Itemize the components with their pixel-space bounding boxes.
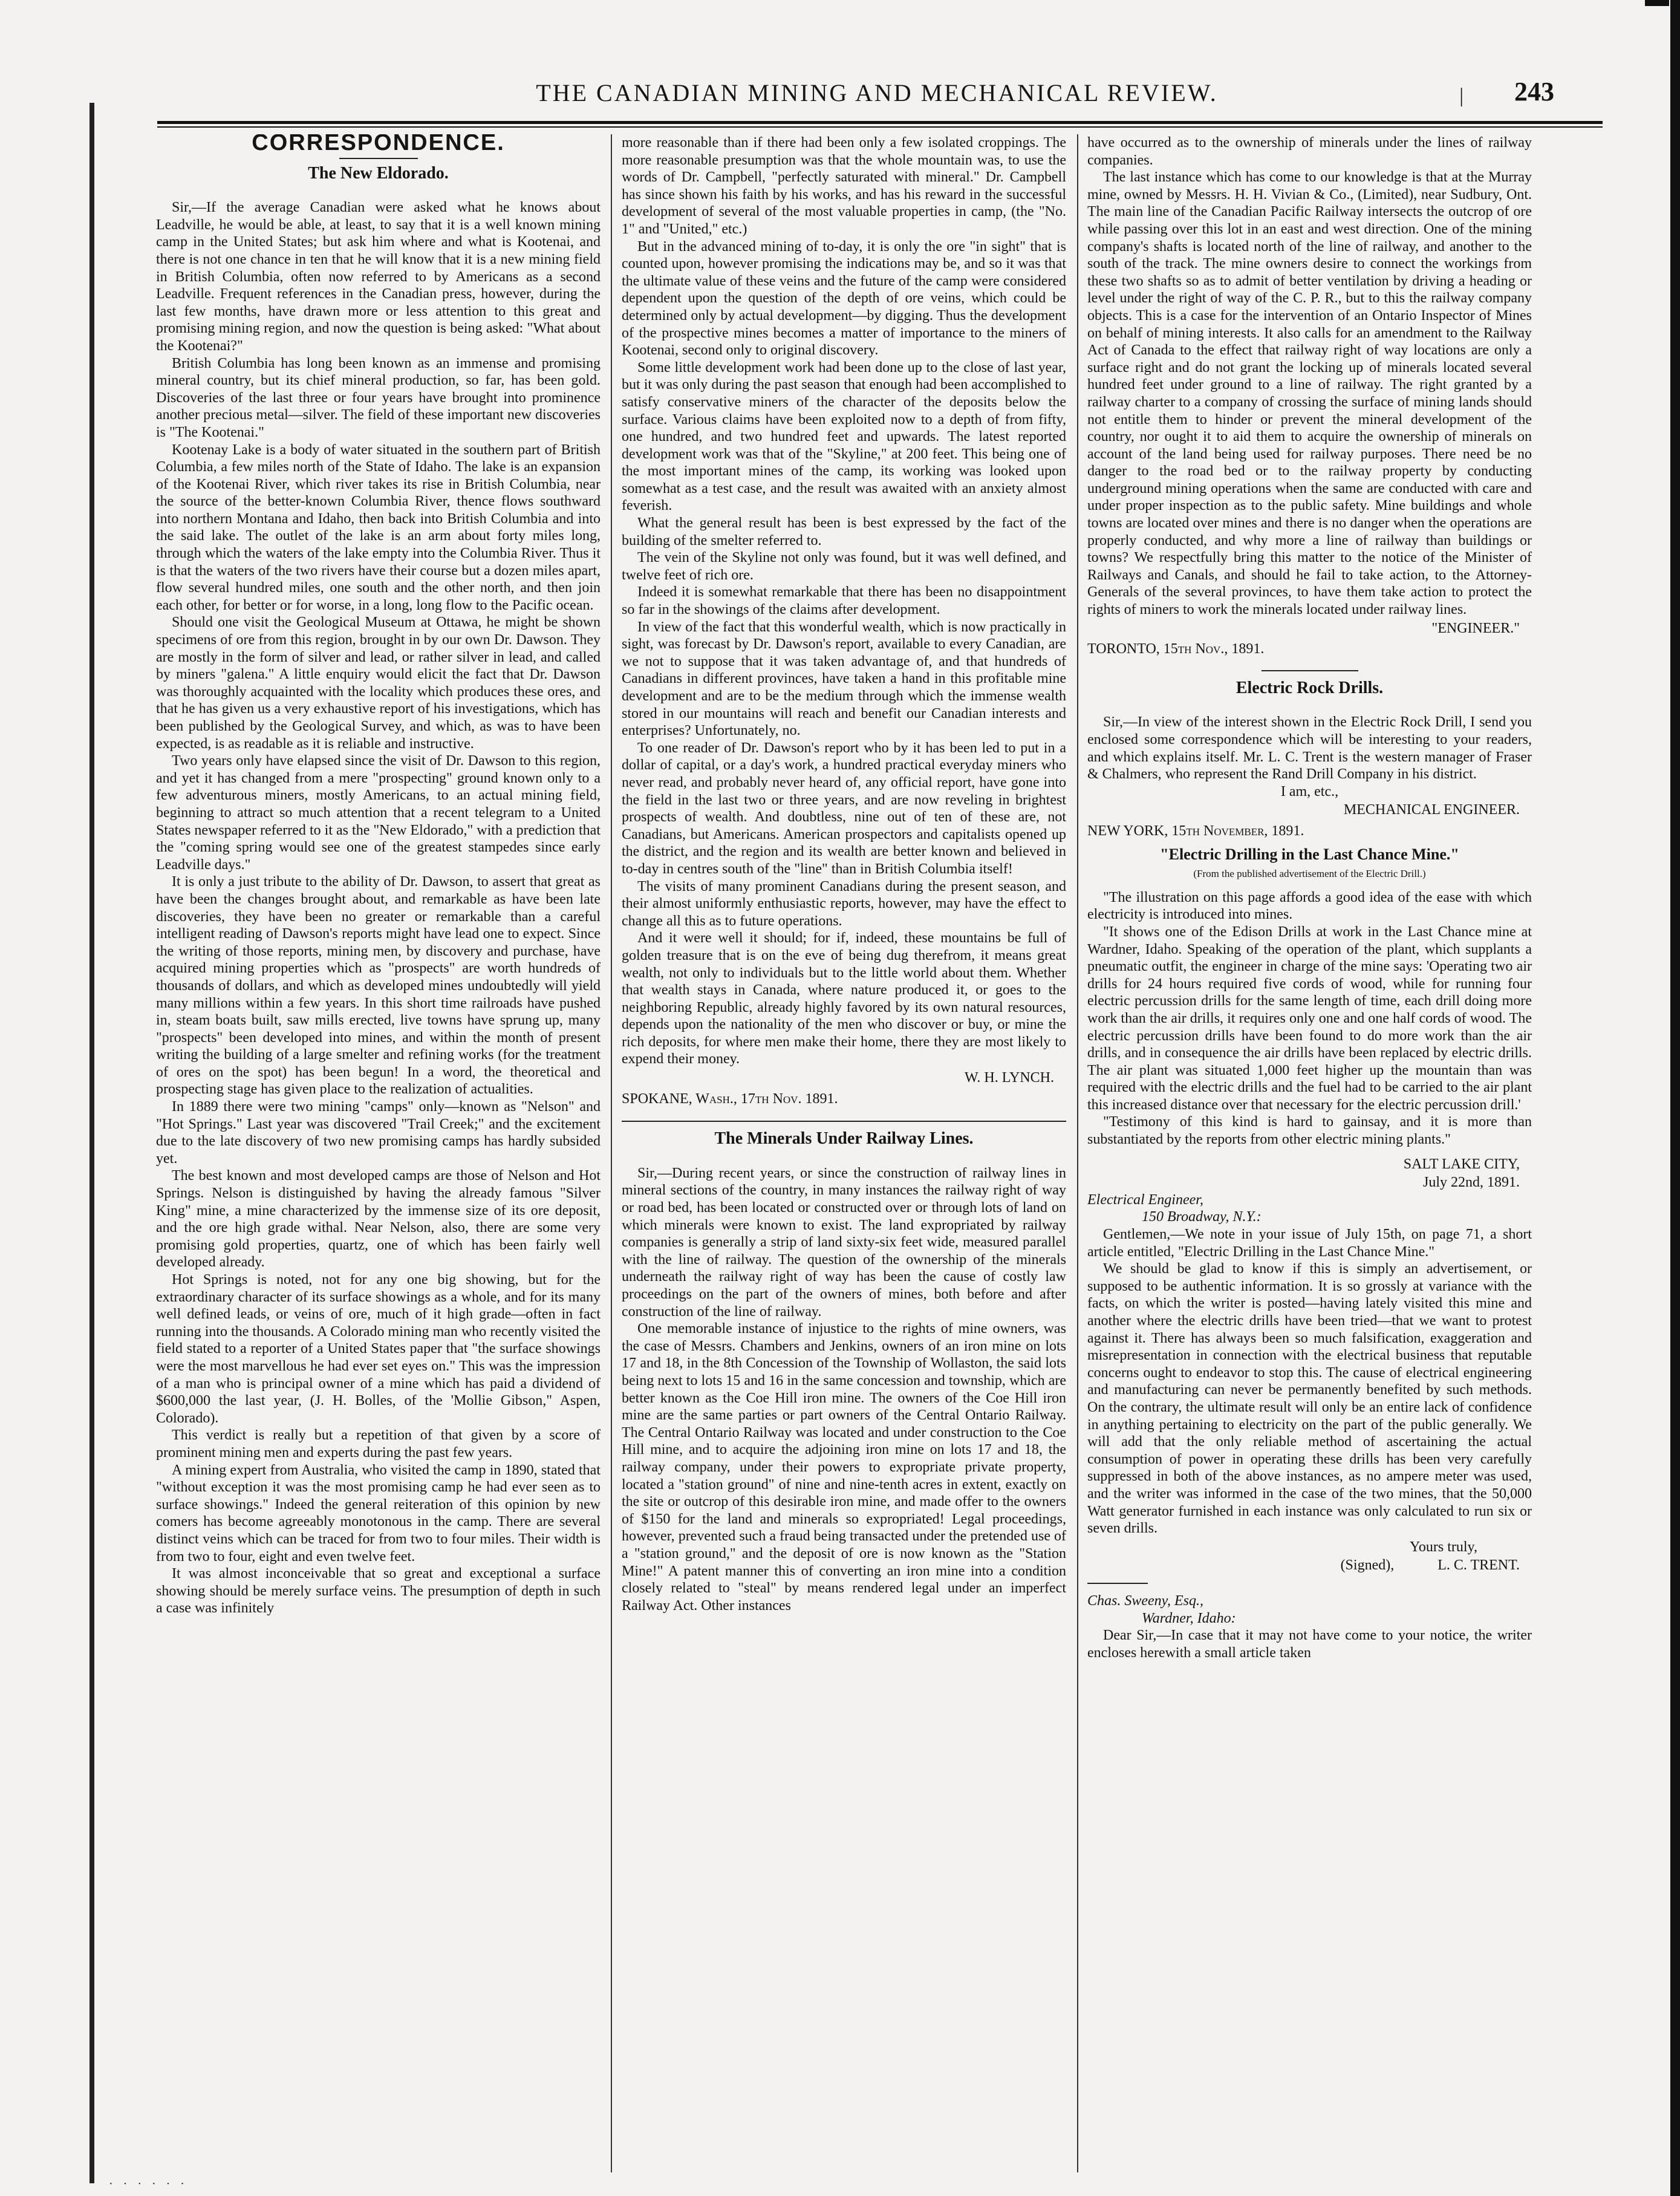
scan-edge-top xyxy=(1645,0,1669,6)
signature-trent: L. C. TRENT. xyxy=(1437,1557,1520,1574)
paragraph: To one reader of Dr. Dawson's report who by it has been led to put in a dollar of capital, or a day's work, a hundred practical everyday miners who never read, and probably never heard of, any official report, have gone into the field in the last two or three years, and are now reveling in brightest prospects of wealth. And doubtless, nine out of ten of these are, not Canadians, but Americans. American prospectors and capitalists opened up the district, and the region and its wealth are better known and believed in to-day in centres south of the "line" than in British Columbia itself! xyxy=(622,740,1066,877)
page-number: 243 xyxy=(1514,77,1554,106)
paragraph: Two years only have elapsed since the visit of Dr. Dawson to this region, and yet it has changed from a mere "prospecting" ground known only to a few adventurous miners, mostly Americans, to an actual mining field, beginning to attract so much attention that a recent telegram to a United States newspaper referred to it as the "New Eldorado," with a prediction that the "coming spring would see one of the greatest stampedes since early Leadville days." xyxy=(156,753,601,873)
paragraph: It is only a just tribute to the ability of Dr. Dawson, to assert that great as have been the changes brought about, and remarkable as have been late discoveries, they have been no greater or remarkable than a careful intelligent reading of Dawson's reports might have lead one to expect. Since the writing of those reports, mining men, by discovery and purchase, have acquired mining properties which as "prospects" are worth hundreds of thousands of dollars, and which as developed mines undoubtedly will yield many millions within a few years. In this short time railroads have pushed in, steam boats built, saw mills erected, live towns have sprung up, many "prospects" been developed into mines, and within the month of present writing the building of a large smelter and refining works (for the treatment of ores on the spot) has been begun! In a word, the theoretical and prospecting stage has given place to the realization of actualities. xyxy=(156,874,601,1098)
column-1 xyxy=(156,134,601,2172)
address-line: Wardner, Idaho: xyxy=(1142,1610,1236,1626)
paragraph: British Columbia has long been known as an immense and promising mineral country, but its chief mineral production, so far, has been gold. Discoveries of the last three or four years have brought into prominence another precious metal—silver. The field of these important new discoveries is "The Kootenai." xyxy=(156,355,601,440)
paragraph: Kootenay Lake is a body of water situated in the southern part of British Columbia, a few miles north of the State of Idaho. The lake is an expansion of the Kootenai River, which river takes its rise in British Columbia, near the source of the better-known Columbia River, thence flows southward into northern Montana and Idaho, then back into British Columbia and into the said lake. The outlet of the lake is an arm about forty miles long, through which the waters of the lake empty into the Columbia River. Thus it is that the waters of the two rivers have their course but a dozen miles apart, flow several hundred miles, one south and the other north, and then join each other, for better or for worse, in a long, long flow to the Pacific ocean. xyxy=(156,441,601,613)
scan-edge-right xyxy=(1670,0,1680,2196)
signature-engineer: "ENGINEER." xyxy=(1431,620,1520,636)
journal-title: THE CANADIAN MINING AND MECHANICAL REVIEW. xyxy=(536,79,1218,106)
paragraph: The best known and most developed camps are those of Nelson and Hot Springs. Nelson is distinguished by having the already famous "Silver King" mine, a mine characterized by the immense size of its ore deposit, and the ore high grade withal. Near Nelson, also, there are some very promising gold properties, quartz, one of which has been fairly well developed already. xyxy=(156,1168,601,1271)
address-line: 150 Broadway, N.Y.: xyxy=(1142,1209,1262,1225)
paragraph: We should be glad to know if this is simply an advertisement, or supposed to be authentic information. It is so grossly at variance with the facts, on which the writer is posted—having lately visited this mine and another where the electric drills have been tried—that we want to protest against it. There has always been so much falsification, exaggeration and misrepresentation in connection with the electrical business that reputable concerns ought to endeavor to stop this. The cause of electrical engineering and manufacturing can never be permanently benefited by such methods. On the contrary, the ultimate result will only be an entire lack of confidence in anything pertaining to electricity on the part of the public generally. We will add that the only reliable method of ascertaining the actual consumption of power in operating these drills has been very carefully suppressed in both of the above instances, as no ampere meter was used, and the writer was informed in the case of the two mines, that the 50,000 Watt generator furnished in each instance was only calculated to run six or seven drills. xyxy=(1087,1261,1532,1537)
dateline-salt-lake-date: July 22nd, 1891. xyxy=(1422,1175,1520,1191)
column-rule-2 xyxy=(1077,134,1078,2172)
scan-edge-bottom: · · · · · · xyxy=(109,2177,188,2191)
column-rule-1 xyxy=(611,134,612,2172)
paragraph: Sir,—During recent years, or since the construction of railway lines in mineral sections of the country, in many instances the railway right of way or road bed, has been located or constructed over or through lots of land on which minerals were known to exist. The land expropriated by railway companies is generally a strip of land sixty-six feet wide, measured parallel with the line of railway. The question of the ownership of the minerals underneath the railway right of way has been the cause of costly law proceedings on the part of the owners of mines, both before and after construction of the line of railway. xyxy=(622,1165,1066,1320)
paragraph: One memorable instance of injustice to the rights of mine owners, was the case of Messrs. Chambers and Jenkins, owners of an iron mine on lots 17 and 18, in the 8th Concession of the Township of Wollaston, the said lots being next to lots 15 and 16 in the same concession and township, which are better known as the Coe Hill iron mine. The owners of the Coe Hill iron mine are the same parties or part owners of the Central Ontario Railway. The Central Ontario Railway was located and under construction to the Coe Hill mine, and to acquire the adjoining iron mine on lots 17 and 18, the railway company, under their powers to expropriate private property, located a "station ground" of nine and nine-tenth acres in extent, exactly on the site or outcrop of this desirable iron mine, and made offer to the owners of $150 for the land and minerals so expropriated! Legal proceedings, however, prevented such a fraud being transacted under the pretended use of a "station ground," and the deposit of ore is now known as the "Station Mine!" A patent manner this of converting an iron mine into a condition closely related to "steal" by means rendered legal under an imperfect Railway Act. Other instances xyxy=(622,1321,1066,1614)
dateline-spokane: SPOKANE, Wash., 17th Nov. 1891. xyxy=(622,1090,838,1107)
paragraph: Sir,—In view of the interest shown in the Electric Rock Drill, I send you enclosed some correspondence which will be interesting to your readers, and which explains itself. Mr. L. C. Trent is the western manager of Fraser & Chalmers, who represent the Rand Drill Company in his district. xyxy=(1087,714,1532,783)
paragraph: Sir,—If the average Canadian were asked what he knows about Leadville, he would be able, at least, to say that it is a well known mining camp in the United States; but ask him where and what is Kootenai, and there is not one chance in ten that he will know that it is a new mining field in British Columbia, often now referred to by Americans as a second Leadville. Frequent references in the Canadian press, however, during the last few months, have drawn more or less attention to this great and promising mining region, and now the question is being asked: "What about the Kootenai?" xyxy=(156,200,601,354)
header-tick: | xyxy=(1459,85,1463,107)
subtitle-last-chance: "Electric Drilling in the Last Chance Mine." xyxy=(1160,845,1459,863)
paragraph: Dear Sir,—In case that it may not have come to your notice, the writer encloses herewith a small article taken xyxy=(1087,1627,1532,1661)
address-line: Chas. Sweeny, Esq., xyxy=(1087,1592,1203,1609)
closing-line: I am, etc., xyxy=(1280,783,1339,800)
paragraph: In 1889 there were two mining "camps" only—known as "Nelson" and "Hot Springs." Last year was discovered "Trail Creek;" and the excitement due to the late discovery of two new promising camps has hardly subsided yet. xyxy=(156,1099,601,1167)
article-separator xyxy=(622,1121,1066,1122)
paragraph: Hot Springs is noted, not for any one big showing, but for the extraordinary character of its surface showings as a whole, and for its many well defined leads, or veins of ore, much of it high grade—often in fact running into the thousands. A Colorado mining man who recently visited the field stated to a reporter of a United States paper that "the surface showings were the most marvellous he had ever set eyes on." This was the impression of a man who is principal owner of a mine which has paid a dividend of $600,000 the last year, (J. H. Bolles, of the 'Mollie Gibson," Aspen, Colorado). xyxy=(156,1272,601,1426)
page-header xyxy=(109,79,1645,115)
column-2 xyxy=(622,134,1066,2172)
column-3 xyxy=(1087,134,1532,2172)
paragraph: But in the advanced mining of to-day, it is only the ore "in sight" that is counted upon, however promising the indications may be, and so it was that the ultimate value of these veins and the future of the camp were considered dependent upon the question of the depth of ore veins, which could be determined only by actual development—by digging. Thus the development of the prospective mines becomes a matter of importance to the miners of Kootenai, second only to original discovery. xyxy=(622,238,1066,359)
paragraph: The visits of many prominent Canadians during the present season, and their almost uniformly enthusiastic reports, however, may have the effect to change all this as to future operations. xyxy=(622,878,1066,929)
dateline-new-york: NEW YORK, 15th November, 1891. xyxy=(1087,823,1304,839)
section-rule xyxy=(339,158,418,159)
paragraph: "The illustration on this page affords a good idea of the ease with which electricity is introduced into mines. xyxy=(1087,889,1532,923)
paragraph: Gentlemen,—We note in your issue of July 15th, on page 71, a short article entitled, "Electric Drilling in the Last Chance Mine." xyxy=(1087,1227,1532,1260)
paragraph: more reasonable than if there had been only a few isolated croppings. The more reasonable presumption was that the whole mountain was, to use the words of Dr. Campbell, "perfectly saturated with mineral." Dr. Campbell has since shown his faith by his works, and has his reward in the successful development of several of the most valuable properties in camp, (the "No. 1" and "United," etc.) xyxy=(622,135,1066,237)
article-separator xyxy=(1262,670,1358,671)
article-title-electric-drills: Electric Rock Drills. xyxy=(1236,678,1384,697)
closing-line: Yours truly, xyxy=(1409,1539,1477,1555)
paragraph: The last instance which has come to our knowledge is that at the Murray mine, owned by Messrs. H. H. Vivian & Co., (Limited), near Sudbury, Ont. The main line of the Canadian Pacific Railway intersects the outcrop of ore while passing over this lot in an east and west direction. One of the mining company's shafts is located north of the line of railway, and another to the south of the track. The mine owners desire to connect the workings from these two shafts so as to admit of better ventilation by driving a heading or level under the right of way of the C. P. R., but to this the railway company objects. This is a case for the intervention of an Ontario Inspector of Mines on behalf of mining interests. It also calls for an amendment to the Railway Act of Canada to the effect that railway right of way locations are only a surface right and do not grant the locking up of minerals located several hundred feet under ground to a line of railway. The right granted by a railway charter to a company of crossing the surface of mining lands should not entitle them to hinder or prevent the mineral development of the country, nor ought it to aid them to acquire the ownership of minerals on account of the land being used for railway purposes. There need be no danger to the road bed or to the railway property by conducting underground mining operations when the same are conducted with care and under proper inspection as to the public safety. Mine buildings and whole towns are located over mines and there is no danger when the operations are properly conducted, and why more a line of railway than buildings or towns? We respectfully bring this matter to the notice of the Minister of Railways and Canals, and should he fail to take action, to the Attorney-Generals of the several provinces, to have them take action to protect the rights of miners to work the minerals located under railway lines. xyxy=(1087,169,1532,618)
dateline-salt-lake: SALT LAKE CITY, xyxy=(1403,1156,1520,1172)
paragraph: Indeed it is somewhat remarkable that there has been no disappointment so far in the showings of the claims after development. xyxy=(622,584,1066,618)
paragraph: And it were well it should; for if, indeed, these mountains be full of golden treasure that is on the eve of being dug therefrom, it means great wealth, not only to individuals but to the little world about them. Whether that wealth stays in Canada, where nature produced it, or goes to the neighboring Republic, already highly favored by its own natural resources, depends upon the nationality of the men who discover or buy, or mine the rich deposits, for where men make their home, there they are most likely to expend their money. xyxy=(622,930,1066,1067)
article-separator xyxy=(1087,1583,1148,1584)
paragraph: have occurred as to the ownership of minerals under the lines of railway companies. xyxy=(1087,135,1532,168)
paragraph: Some little development work had been done up to the close of last year, but it was only during the past season that enough had been accomplished to satisfy conservative miners of the character of the deposits below the surface. Various claims have been exploited now to a depth of from fifty, one hundred, and two hundred feet and upwards. The latest reported development work was that of the "Skyline," at 200 feet. This being one of the most important mines of the camp, its working was looked upon somewhat as a test case, and the result was awaited with an anxiety almost feverish. xyxy=(622,359,1066,514)
section-title: CORRESPONDENCE. xyxy=(252,134,505,155)
paragraph: "It shows one of the Edison Drills at work in the Last Chance mine at Wardner, Idaho. Speaking of the operation of the plant, which supplants a pneumatic outfit, the engineer in charge of the mine says: 'Operating two air drills for 24 hours required five cords of wood, while for running four electric percussion drills for the same length of time, each drill doing more work than the air drills, it requires only one and one half cords of wood. The electric percussion drills have been found to do more work than the air drills, and in consequence the air drills have been replaced by electric drills. The air plant was situated 1,000 feet higher up the mountain than was required with the electric drills and the fuel had to be carried to the air plant this increased distance over that necessary for the electric percussion drill.' xyxy=(1087,924,1532,1113)
paragraph: What the general result has been is best expressed by the fact of the building of the smelter referred to. xyxy=(622,515,1066,549)
paragraph: Should one visit the Geological Museum at Ottawa, he might be shown specimens of ore from this region, brought in by our own Dr. Dawson. They are mostly in the form of silver and lead, or rather silver in lead, and called by miners "galena." A little enquiry would elicit the fact that Dr. Dawson was thoroughly acquainted with the locality which produces these ores, and that he has given us a very exhaustive report of his investigations, which has been published by the Geological Survey, and which, as was to have been expected, is as readable as it is reliable and instructive. xyxy=(156,614,601,752)
paragraph: This verdict is really but a repetition of that given by a score of prominent mining men and experts during the past few years. xyxy=(156,1427,601,1461)
signed-label: (Signed), xyxy=(1340,1557,1395,1574)
dateline-toronto: TORONTO, 15th Nov., 1891. xyxy=(1087,641,1265,657)
article-title-new-eldorado: The New Eldorado. xyxy=(308,163,449,183)
paragraph: It was almost inconceivable that so great and exceptional a surface showing should be merely surface veins. The presumption of depth in such a case was infinitely xyxy=(156,1566,601,1617)
scan-edge-left xyxy=(90,103,94,2183)
article-title-minerals-railway: The Minerals Under Railway Lines. xyxy=(714,1129,974,1149)
signed-block xyxy=(1087,1557,1532,1574)
paragraph: A mining expert from Australia, who visited the camp in 1890, stated that "without exception it was the most promising camp he had ever seen as to surface showings." Indeed the general reiteration of this opinion by new comers has become agreeably monotonous in the camp. There are several distinct veins which can be traced for from two to four miles. Their width is from two to four, eight and even twelve feet. xyxy=(156,1462,601,1565)
signature-mechanical-engineer: MECHANICAL ENGINEER. xyxy=(1343,802,1520,818)
paragraph: "Testimony of this kind is hard to gainsay, and it is more than substantiated by the reports from other electric mining plants." xyxy=(1087,1114,1532,1148)
signature-lynch: W. H. LYNCH. xyxy=(964,1070,1054,1086)
source-note: (From the published advertisement of the Electric Drill.) xyxy=(1193,868,1426,880)
header-rule xyxy=(157,121,1603,124)
paragraph: The vein of the Skyline not only was found, but it was well defined, and twelve feet of rich ore. xyxy=(622,550,1066,583)
address-line: Electrical Engineer, xyxy=(1087,1191,1203,1208)
paragraph: In view of the fact that this wonderful wealth, which is now practically in sight, was forecast by Dr. Dawson's report, available to every Canadian, are we not to suppose that it was taken advantage of, and that hundreds of Canadians in different provinces, have taken a hand in this profitable mine development and are to be the medium through which the immense wealth stored in our mountains will reach and benefit our Canadian interests and enterprises? Unfortunately, no. xyxy=(622,619,1066,739)
